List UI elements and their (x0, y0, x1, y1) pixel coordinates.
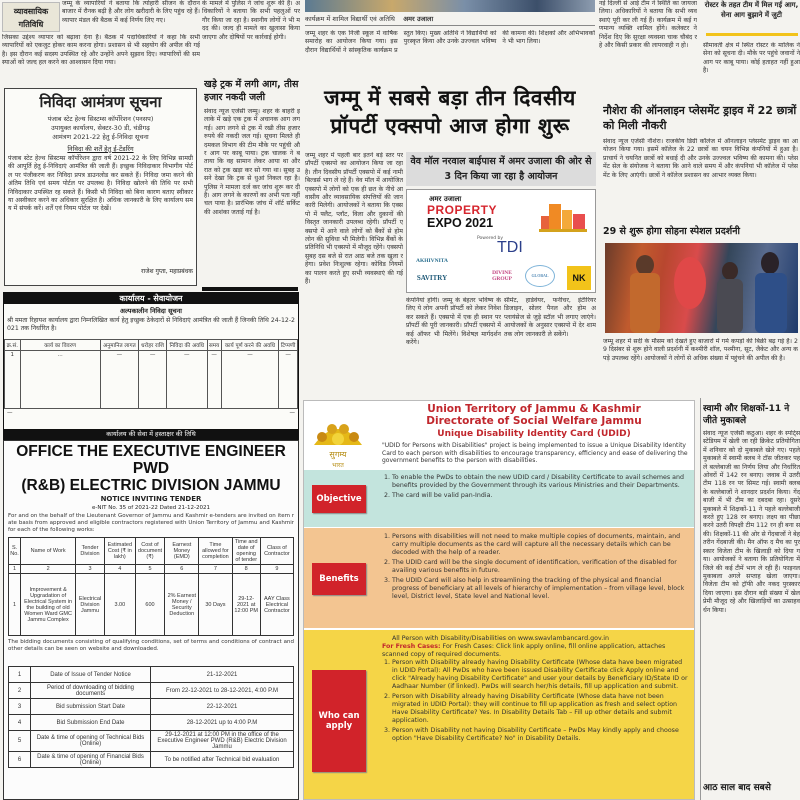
table-cell: 2% Earnest Money / Security Deduction (165, 574, 199, 636)
article-text: के मामले में पुलिस ने जांच शुरू की है। अधिकारियों ने बताया कि सभी पहलुओं पर गौर किया जा रहा है। स्थानीय लोगों ने भी मदद की। जल्द ही मामले का खुलासा किया जाएगा और दोषियों पर कार्रवाई होगी। (202, 0, 300, 41)
list-item: 2. The card will be valid pan-India. (392, 492, 689, 500)
article-subhead: वेव मॉल नरवाल बाईपास में अमर उजाला की ओर से 3 दिन किया जा रहा है आयोजन (406, 152, 596, 186)
notice-subtitle: निविदा की शर्तें हेतु ई-टेंडरिंग (67, 145, 134, 153)
boxed-headline: रोस्टर के तहत टीम में मिल गई आग, सेना आग बुझाने में जुटी (704, 1, 799, 19)
section-tag: व्यावसायिक गतिविधि (2, 2, 60, 32)
section-list (382, 533, 689, 603)
notice-reference: e-NIT No. 35 of 2021-22 Dated 21-12-2021 (92, 505, 210, 511)
section-label: Who can apply (312, 670, 366, 772)
notice-title: निविदा आमंत्रण सूचना (39, 93, 162, 111)
article-text: कंपनियां होंगी। जम्मू के बेहतर भविष्य के लिए ये लोग अपनी प्रॉपर्टी को लेकर निवेश कर सकते हैं। एक्सपो में एक ही स्थान पर प्रॉपर्टी की पूरी जानकारी। प्रॉपर्टी एक्सपो में कई ऑफर भी मिलेंगे। विशेषज्ञ मार्गदर्शन करेंगे। (406, 297, 501, 347)
column-number-cell: 1 (9, 565, 21, 574)
table-row (9, 731, 294, 752)
table-cell: 22-12-2021 (151, 699, 294, 715)
table-cell: 21-12-2021 (151, 667, 294, 683)
article-text: जम्मू के व्यापारियों ने बताया कि त्योहारी सीजन के दौरान बाजार में रौनक बढ़ी है और लोग खरीदारी के लिए पहुंच रहे हैं। व्यापार मंडल की बैठक में कई निर्णय लिए गए। (62, 0, 200, 24)
main-headline (305, 84, 595, 142)
news-photo (305, 0, 595, 12)
notice-type: NOTICE INVITING TENDER (100, 495, 202, 503)
column-number-cell: 4 (104, 565, 135, 574)
market-photo (605, 243, 798, 333)
section-label: Objective (312, 485, 366, 513)
list-item: 1. Persons with disabilities will not need to make multiple copies of documents, maintain, and carry multiple documents as the card will capture all the necessary details which can be decoded with the help of a reader. (392, 533, 689, 557)
article-headline: नौशेरा की ऑनलाइन प्लेसमेंट ड्राइव में 22 छात्रों को मिली नौकरी (603, 104, 797, 132)
list-item: 3. Person with Disability not having Disability Certificate – PwDs May kindly apply and choose option "Have Disability Certificate? No" in Disability Details. (392, 727, 689, 743)
section-benefits (304, 528, 694, 628)
buildings-icon (539, 202, 587, 232)
column-number-cell: 5 (135, 565, 165, 574)
table-cell: Date & time of opening of Financial Bids (Online) (31, 752, 151, 768)
table-cell: Period of downloading of bidding documents (31, 683, 151, 699)
headline-line: जम्मू में सबसे बड़ा तीन दिवसीय (324, 86, 576, 110)
table-header-cell: निविदा की अवधि (167, 340, 208, 351)
table-cell: 29-12-2021 at 12:00 PM in the office of the Executive Engineer PWD (R&B) Electric Division Jammu (151, 731, 294, 752)
table-header-cell: समय (207, 340, 221, 351)
svg-text:सुगम्य: सुगम्य (329, 450, 347, 459)
udid-title (374, 404, 694, 427)
section-who-can-apply (304, 630, 694, 800)
list-item: 3. The UDID Card will also help in streamlining the tracking of the physical and financial progress of beneficiary at all levels of hierarchy of implementation – from village level, block level, District level, State level and National level. (392, 577, 689, 601)
expo-title: PROPERTY (427, 203, 498, 217)
partner-logo: GLOBAL (525, 265, 555, 287)
sponsor-logo: TDI (497, 239, 523, 256)
table-header-cell: क्र.सं. (5, 340, 21, 351)
expo-year: EXPO 2021 (427, 216, 494, 230)
powered-by: Powered by (477, 236, 504, 241)
article-text: जम्मू शहर के एक निजी स्कूल में वार्षिक समारोह का आयोजन किया गया। इस दौरान विद्यार्थियों ने सांस्कृतिक कार्यक्रम प्रस्तुत किए। मुख्य अतिथि ने विद्यार्थियों को पुरस्कृत किया और उनके उज्ज्वल भविष्य की कामना की। शिक्षकों और अभिभावकों ने भी भाग लिया। (305, 30, 595, 54)
svg-text:भारत: भारत (332, 462, 344, 469)
article-text: सीमेंट, हार्डवेयर, फर्नीचर, इंटीरियर डिजाइन, सोलर पैनल और होम अप्लायंसेज से जुड़े स्टॉल भी लगाए जाएंगे। आयोजकों के अनुसार एक्सपो में देर शाम तक लोग जानकारी ले सकेंगे। (504, 297, 596, 338)
section-list (382, 474, 689, 502)
table-cell: AAY Class Electrical Contractor (260, 574, 293, 636)
table-cell: Date of Issue of Tender Notice (31, 667, 151, 683)
article-text: संवाद न्यूज एजेंसी कठुआ। शहर के स्पोर्ट्स स्टेडियम में खेली जा रही क्रिकेट प्रतियोगिता में शनिवार को दो मुकाबले खेले गए। पहले मुकाबले में स्वामी क्लब ने टॉस जीतकर पहले बल्लेबाजी का निर्णय लिया और निर्धारित ओवरों में 142 रन बनाए। जवाब में उतरी टीम 118 रन पर सिमट गई। स्वामी क्लब के बल्लेबाजों ने शानदार प्रदर्शन किया। गेंदबाजी में भी टीम का दबदबा रहा। दूसरे मुकाबले में शिक्षकों-11 ने पहले बल्लेबाजी करते हुए 128 रन बनाए। लक्ष्य का पीछा करने उतरी विपक्षी टीम 112 रन ही बना सकी। शिक्षकों-11 की ओर से गेंदबाजों ने बेहतरीन गेंदबाजी की। मैन ऑफ द मैच का पुरस्कार विजेता टीम के खिलाड़ी को दिया गया। आयोजकों ने बताया कि प्रतियोगिता में जिले की कई टीमें भाग ले रही हैं। फाइनल मुकाबला अगले सप्ताह खेला जाएगा। विजेता टीम को ट्रॉफी और नकद पुरस्कार दिया जाएगा। इस दौरान बड़ी संख्या में खेल प्रेमी मौजूद रहे और खिलाड़ियों का उत्साहवर्धन किया। (703, 430, 800, 614)
table-cell: From 22-12-2021 to 28-12-2021, 4:00 P.M (151, 683, 294, 699)
table-cell: Bid Submission End Date (31, 715, 151, 731)
table-cell: 6 (9, 752, 31, 768)
notice-intro: For and on the behalf of the Lieutenant Governor of Jammu and Kashmir e-tenders are invited on item rate basis from approved and eligible contractors registered with Union Territory of Jammu and Kashmir for each of the following works: (8, 513, 294, 533)
notice-body: श्री ममता रिहायश कार्यालय द्वारा निम्नलिखित कार्य हेतु इच्छुक ठेकेदारों से निविदाएं आमंत्रित की जाती हैं जिनकी तिथि 24-12-2021 तक निर्धारित है। (7, 317, 295, 333)
section-label: Benefits (312, 563, 366, 595)
table-cell: Electrical Division Jammu (76, 574, 105, 636)
table-cell: Date & time of opening of Technical Bids (Online) (31, 731, 151, 752)
table-row (9, 574, 294, 636)
list-item: 1. To enable the PwDs to obtain the new UDID card / Disability Certificate to avail schemes and benefits provided by the Government through its various Ministries and their Departments. (392, 474, 689, 490)
column-number-cell: 6 (165, 565, 199, 574)
divider (202, 287, 298, 291)
article-text: नई दिल्ली से आई टीम ने स्थिति का जायजा लिया। अधिकारियों ने बताया कि सभी व्यवस्थाएं पूरी कर ली गई हैं। कार्यक्रम में कई गणमान्य व्यक्ति शामिल होंगे। कलेक्टर ने निर्देश दिए कि सुरक्षा व्यवस्था चाक चौबंद रहे और किसी प्रकार की लापरवाही न हो। (599, 0, 697, 50)
pwd-tender-notice (3, 440, 299, 800)
column-number-cell: 9 (260, 565, 293, 574)
title-line: Union Territory of Jammu & Kashmir (427, 403, 641, 415)
table-cell: To be notified after Technical bid evaluation (151, 752, 294, 768)
table-cell: 28-12-2021 up to 4:00 P.M (151, 715, 294, 731)
udid-intro: "UDID for Persons with Disabilities" project is being implemented to issue a Unique Disability Identity Card to each person with disabilities to encourage transparency, efficiency and ease of delivering the government benefits to the person with disabilities. (382, 442, 688, 464)
table-row (9, 752, 294, 768)
tender-notice-hindi (4, 88, 197, 286)
photo-credit: अमर उजाला (403, 15, 434, 23)
table-header-cell: कार्य का विवरण (20, 340, 100, 351)
partner-logo: NK (567, 266, 591, 290)
table-header-cell: Cost of document (₹) (135, 538, 165, 565)
table-header-cell: अनुमानित लागत (100, 340, 139, 351)
article-text: संवाद न्यूज एजेंसी नौशेरा। राजकीय डिग्री कॉलेज में ऑनलाइन प्लेसमेंट ड्राइव का आयोजन किया गया। इसमें कॉलेज के 22 छात्रों का चयन विभिन्न कंपनियों में हुआ है। प्राचार्य ने चयनित छात्रों को बधाई दी और उनके उज्ज्वल भविष्य की कामना की। प्लेसमेंट सेल के संयोजक ने बताया कि आने वाले समय में और कंपनियां भी कॉलेज में प्लेसमेंट के लिए आएंगी। छात्रों ने कॉलेज प्रशासन का आभार व्यक्त किया। (603, 138, 798, 179)
table-header-cell: Earnest Money (EMD) (165, 538, 199, 565)
table-cell: 1 (9, 667, 31, 683)
table-cell: 2 (9, 683, 31, 699)
works-table (8, 537, 294, 636)
table-cell: 3.00 (104, 574, 135, 636)
table-cell: 4 (9, 715, 31, 731)
emblem-icon (308, 415, 368, 471)
column-number-cell: 2 (21, 565, 76, 574)
table-row (9, 683, 294, 699)
table-cell: 3 (9, 699, 31, 715)
notice-body: पंजाब स्टेट हेल्थ सिस्टम्स कॉर्पोरेशन द्वारा वर्ष 2021-22 के लिए विभिन्न सामग्री की आपूर्ति हेतु ई-निविदाएं आमंत्रित की जाती हैं। इच्छुक निविदाकार विभागीय पोर्टल पर पंजीकरण कर निविदा प्रपत्र डाउनलोड कर सकते हैं। निविदा जमा करने की अंतिम तिथि एवं समय पोर्टल पर उपलब्ध है। निविदा खोलने की तिथि पर सभी निविदाकार उपस्थित रह सकते हैं। किसी भी निविदा को बिना कारण बताए स्वीकार या अस्वीकार करने का अधिकार सुरक्षित है। अधिक जानकारी के लिए कार्यालय समय में संपर्क करें। शर्तें एवं नियम पोर्टल पर देखें। (8, 155, 193, 213)
table-cell: 600 (135, 574, 165, 636)
property-expo-ad (406, 189, 596, 293)
article-headline: 29 से शुरू होगा सोहना स्पेशल प्रदर्शनी (603, 226, 740, 237)
table-row (9, 699, 294, 715)
table-header-cell: कार्य पूर्ण करने की अवधि (221, 340, 278, 351)
notice-note: The bidding documents consisting of qualifying conditions, set of terms and conditions of contract and other details can be seen on website and downloaded. (8, 639, 294, 652)
highlight-bar (706, 33, 798, 36)
article-text: जम्मू शहर में पहली बार इतने बड़े स्तर पर प्रॉपर्टी एक्सपो का आयोजन किया जा रहा है। तीन दिवसीय प्रॉपर्टी एक्सपो में कई नामी बिल्डर्स भाग ले रहे हैं। वेव मॉल में आयोजित एक्सपो में लोगों को एक ही छत के नीचे आवासीय और व्यावसायिक संपत्तियों की जानकारी मिलेगी। आयोजकों ने बताया कि एक्सपो में फ्लैट, प्लॉट, विला और दुकानों की विस्तृत जानकारी उपलब्ध रहेगी। प्रॉपर्टी एक्सपो में आने वाले लोगों को बैंकों से होम लोन की सुविधा भी मिलेगी। विभिन्न बैंकों के प्रतिनिधि भी एक्सपो में मौजूद रहेंगे। एक्सपो सुबह दस बजे से रात आठ बजे तक खुला रहेगा। प्रवेश निःशुल्क रहेगा। कोविड नियमों का पालन करते हुए सभी व्यवस्थाएं की गई हैं। (305, 152, 403, 286)
article-text: संवाद न्यूज एजेंसी जम्मू। शहर के बाहरी इलाके में खड़े एक ट्रक में अचानक आग लग गई। आग लगने से ट्रक में रखी तीस हजार रुपये की नकदी जल गई। सूचना मिलते ही दमकल विभाग की टीम मौके पर पहुंची और आग पर काबू पाया। ट्रक चालक ने बताया कि वह सामान लेकर आया था और रात को ट्रक खड़ा कर सो गया था। सुबह उसने देखा कि ट्रक से धुआं निकल रहा है। पुलिस ने मामला दर्ज कर जांच शुरू कर दी है। आग लगने के कारणों का अभी पता नहीं चल पाया है। प्रारंभिक जांच में शॉर्ट सर्किट की आशंका जताई गई है। (204, 108, 300, 216)
table-header-cell: Class of Contractor (260, 538, 293, 565)
caption-text: कार्यक्रम में शामिल विद्यार्थी एवं अतिथि (305, 15, 395, 23)
partner-logo: AKHIVNITA (416, 258, 448, 264)
column-number-cell: 3 (76, 565, 105, 574)
table-cell: 5 (9, 731, 31, 752)
section-list (382, 659, 689, 743)
table-header-cell: S. No. (9, 538, 21, 565)
brand-logo: अमर उजाला (429, 195, 462, 203)
org-line: उपायुक्त कार्यालय, सेक्टर-30 डी, चंडीगढ़ (51, 124, 150, 132)
table-header-cell: Estimated Cost (₹ in lakh) (104, 538, 135, 565)
column-number-cell: 7 (199, 565, 232, 574)
table-header-cell: Time and date of opening of tender (232, 538, 260, 565)
partner-logo: DIVINE GROUP (492, 270, 512, 282)
article-headline: स्वामी और शिक्षकों-11 ने जीते मुकाबले (703, 404, 790, 426)
table-cell: Bid submission Start Date (31, 699, 151, 715)
article-headline: आठ साल बाद सबसे (703, 783, 771, 793)
fresh-text: For Fresh Cases: Click link apply online, fill online application, attaches scanned copy of required documents. (382, 643, 666, 658)
notice-footer: — — (7, 410, 295, 416)
notice-title: OFFICE THE EXECUTIVE ENGINEER PWD (16, 443, 286, 477)
headline-line: प्रॉपर्टी एक्सपो आज होगा शुरू (330, 114, 570, 138)
notice-footer-bar: कार्यालय की सेवा में हस्ताक्षर की तिथि (4, 429, 298, 439)
section-body (382, 635, 689, 745)
photo-caption (305, 12, 595, 26)
table-header-cell: टिप्पणी (279, 340, 298, 351)
table-header-cell: Name of Work (21, 538, 76, 565)
lead-text: All Person with Disability/Disabilities on www.swavlambancard.gov.in (392, 635, 609, 642)
table-row (9, 667, 294, 683)
short-tender-notice (3, 292, 299, 440)
notice-header-bar: कार्यालय - सेवायोजन (4, 293, 298, 304)
udid-advertisement (303, 400, 695, 800)
column-number-cell: 8 (232, 565, 260, 574)
ref-line: आमंत्रण 2021-22 हेतु ई-निविदा सूचना (52, 133, 149, 141)
notice-title: (R&B) ELECTRIC DIVISION JAMMU (21, 477, 281, 494)
table-cell: 30 Days (199, 574, 232, 636)
shoppers-photo-icon (605, 243, 798, 333)
table-header-cell: धरोहर राशि (139, 340, 167, 351)
title-line: Directorate of Social Welfare Jammu (426, 414, 642, 427)
table-row (9, 715, 294, 731)
table-cell: Improvement & Upgradation of Electrical System in the building of old Women Ward GMC Jammu Complex (21, 574, 76, 636)
list-item: 2. The UDID card will be the single document of identification, verification of the disabled for availing various benefits in future. (392, 559, 689, 575)
udid-subtitle: Unique Disability Identity Card (UDID) (437, 429, 631, 439)
org-line: पंजाब स्टेट हेल्थ सिस्टम्स कॉर्पोरेशन (पनसप) (47, 115, 154, 123)
article-text: सीमावर्ती क्षेत्र में स्थित रोस्टर के मालिक ने सेना को सूचना दी। मौके पर पहुंचे जवानों ने आग पर काबू पाया। कोई हताहत नहीं हुआ है। (703, 42, 800, 75)
partner-logo: SAVITRY (416, 274, 448, 282)
table-header-cell: Tender Division (76, 538, 105, 565)
list-item: 1. Person with Disability already having Disability Certificate (Whose data have been migrated in UDID Portal): All PwDs who have been issued Disability Certificate click Apply online and click "Already having Disability Certificate" and user your details by Beneficiary ID/State ID or Aadhaar Number (if linked). PwDs will search her/his details, fill up application and submit. (392, 659, 689, 691)
photo-caption-text: जम्मू शहर में सर्दी के मौसम को देखते हुए बाजारों में गर्म कपड़ों की बिक्री बढ़ गई है। 29 दिसंबर से शुरू होने वाली प्रदर्शनी में कश्मीरी शॉल, पश्मीना, सूट, जैकेट और अन्य कपड़े उपलब्ध रहेंगे। आयोजकों ने लोगों से अधिक संख्या में पहुंचने की अपील की है। (603, 338, 798, 362)
fresh-cases: For Fresh Cases: For Fresh Cases: Click link apply online, fill online application, attaches scanned copy of required documents. (382, 643, 666, 658)
article-text: जिसका उद्देश्य व्यापार को बढ़ावा देना है। बैठक में पदाधिकारियों ने कहा कि सभी व्यापारियों को एकजुट होकर काम करना होगा। प्रशासन से भी सहयोग की अपील की गई है। इस दौरान कई सदस्य उपस्थित रहे और उन्होंने अपने सुझाव दिए। व्यापारियों की समस्याओं को जल्द हल करने का आश्वासन दिया गया। (2, 34, 200, 67)
notice-subtitle: अल्पकालीन निविदा सूचना (120, 307, 182, 315)
notice-table: क्र.सं. कार्य का विवरण अनुमानित लागत धरोहर राशि निविदा की अवधि समय कार्य पूर्ण करने की अवधि टिप्पणी 1 ... — — — — — — (4, 339, 298, 409)
schedule-table (8, 666, 294, 768)
column-divider (700, 398, 701, 800)
signature: राजेश गुप्ता, महाप्रबंधक (141, 268, 193, 275)
table-header-cell: Time allowed for completion (199, 538, 232, 565)
section-objective (304, 470, 694, 527)
list-item: 2. Person with Disability already having Disability Certificate (Whose data have not been migrated in UDID Portal): they will continue to fill up application as fresh and select option Have Disability Certificate? Yes. In Disability Details Tab – Fill up other details and submit application. (392, 693, 689, 725)
article-headline: खड़े ट्रक में लगी आग, तीस हजार नकदी जली (204, 79, 299, 103)
table-cell: 1 (9, 574, 21, 636)
table-cell: 29-12-2021 at 12:00 PM (232, 574, 260, 636)
